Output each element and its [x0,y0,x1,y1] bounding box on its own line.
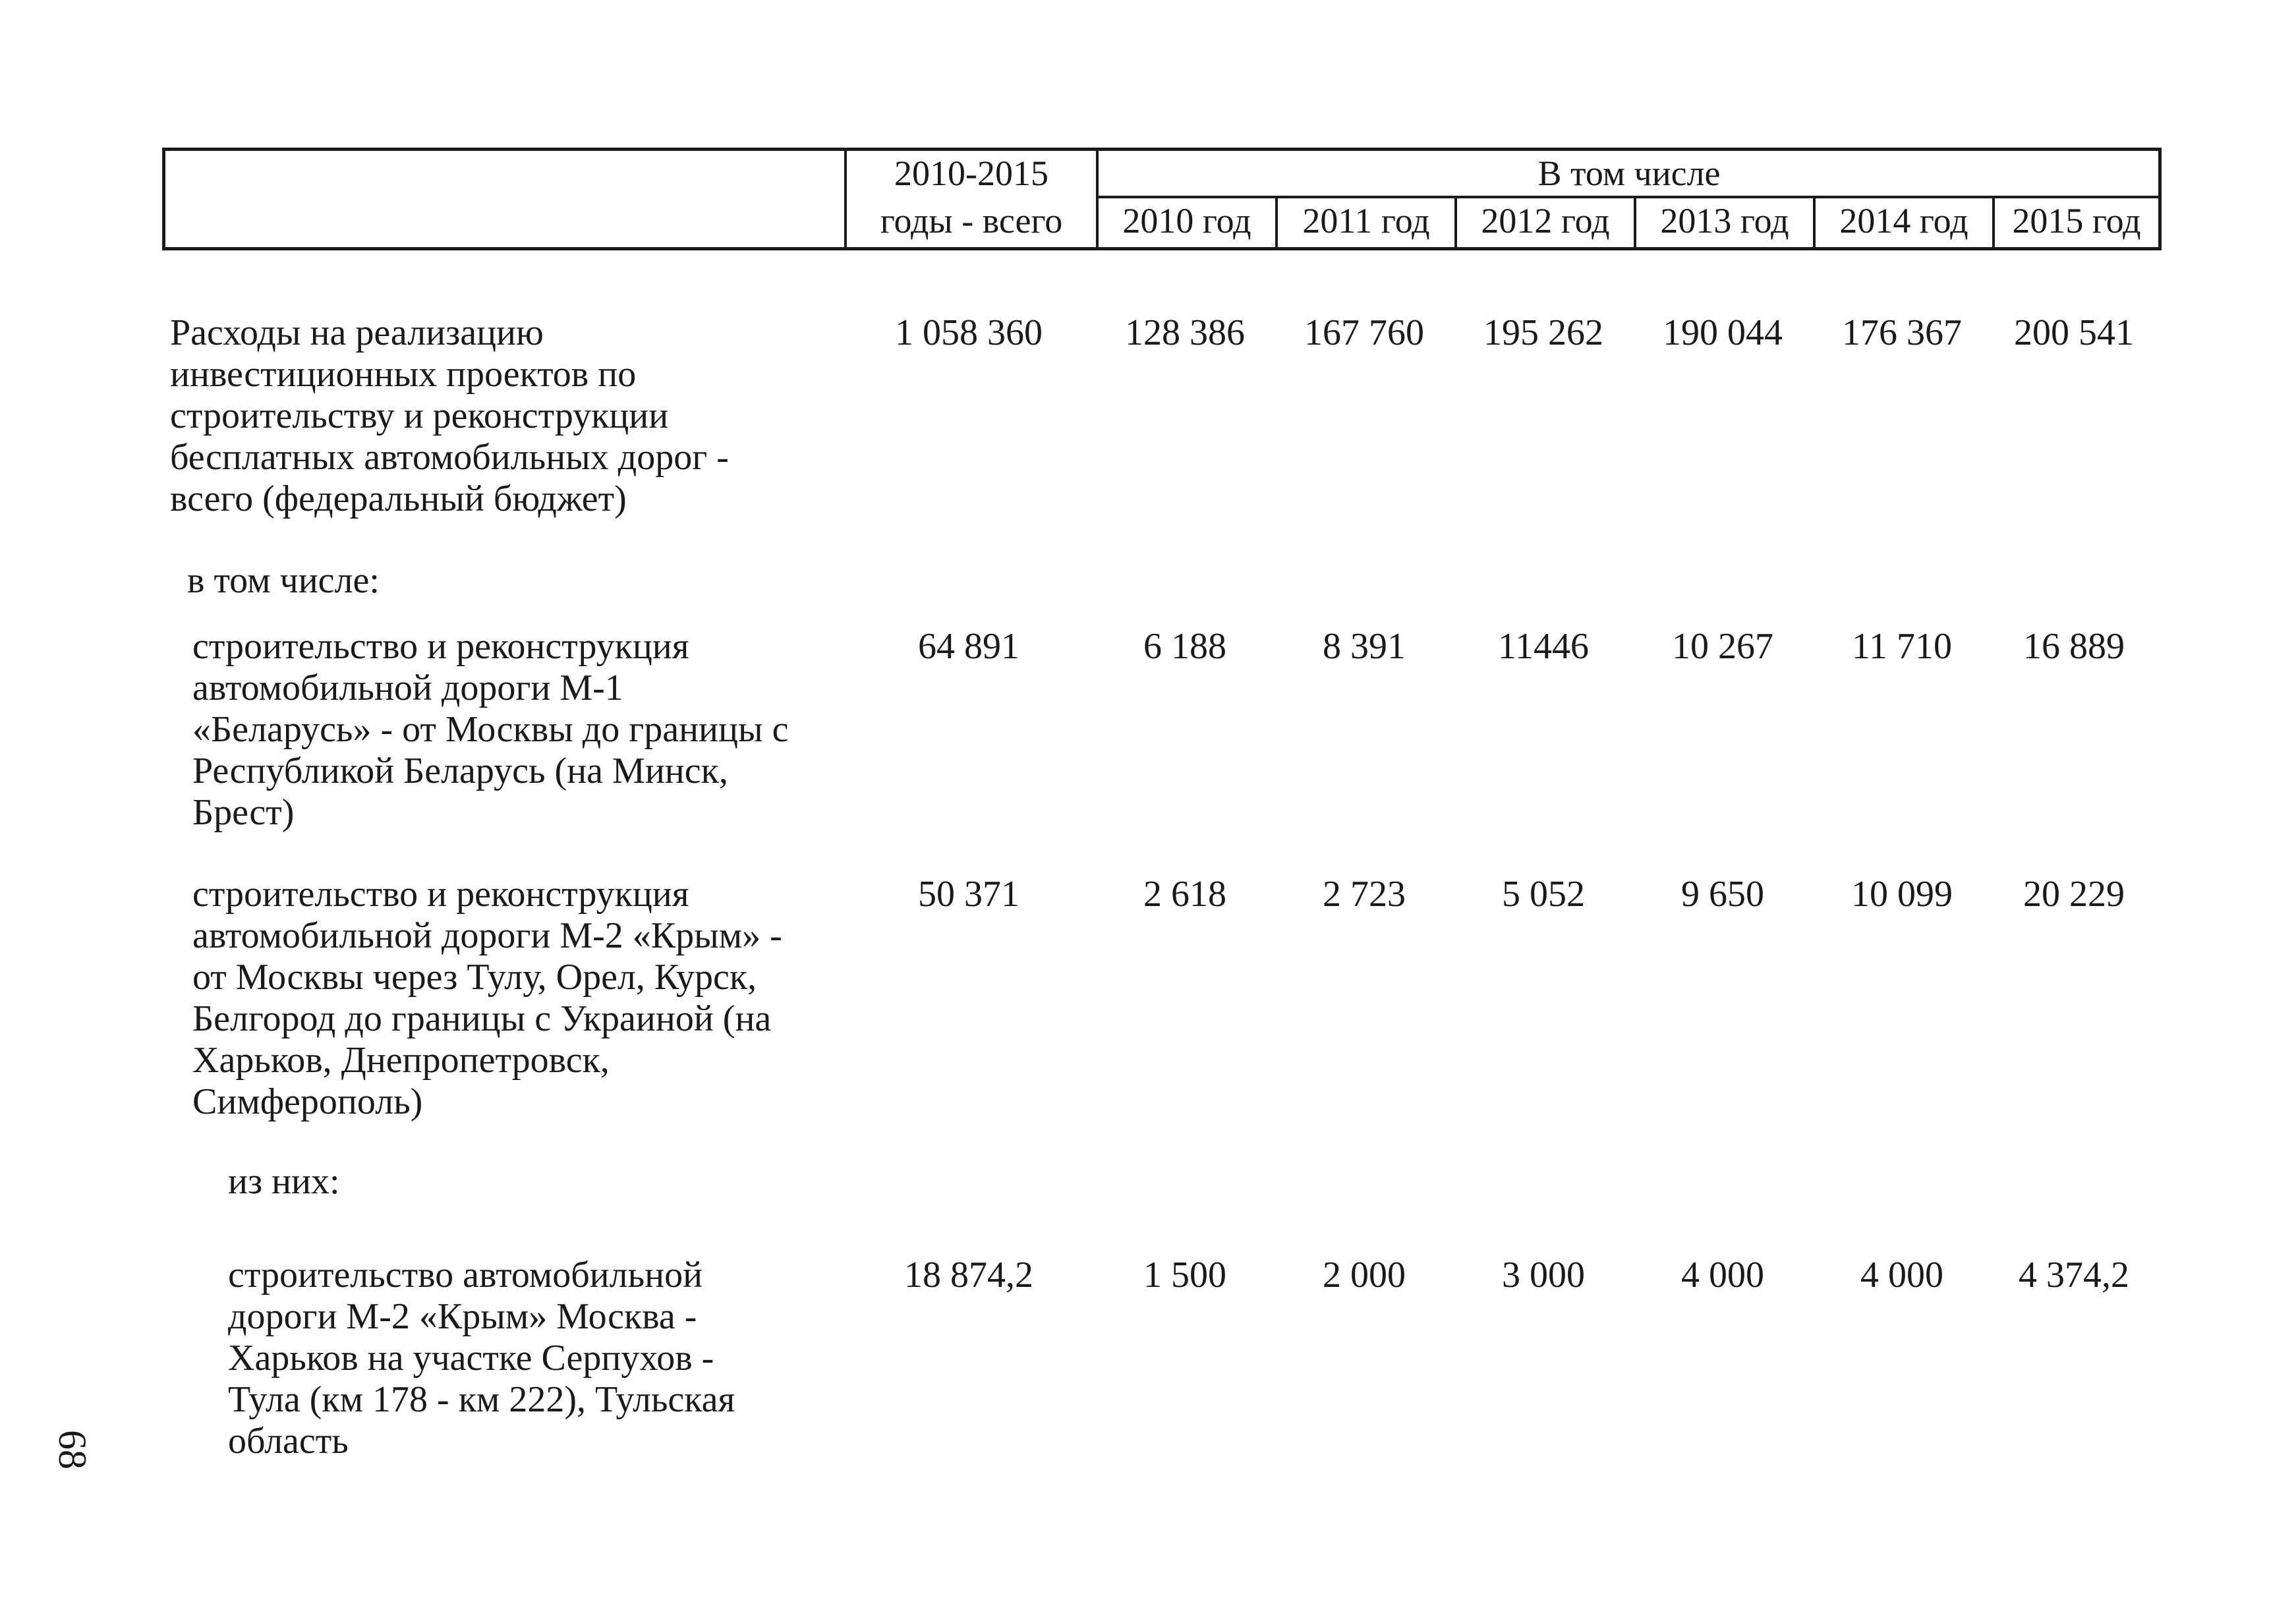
table-header [162,148,2162,250]
year-header: 2014 год [1839,201,1968,241]
value-2013: 4 000 [1681,1255,1764,1295]
value-2010: 6 188 [1143,626,1226,667]
value-2014: 10 099 [1851,874,1953,915]
group-divider [1096,196,2158,198]
value-2015: 4 374,2 [2019,1255,2129,1295]
row-label-m2: строительство и реконструкция автомобильной дороги М-2 «Крым» - от Москвы через Тулу, Орел, Курск, Белгород до границы с Украиной (на Харьков, Днепропетровск, Симферополь) [192,874,782,1122]
value-2013: 190 044 [1663,312,1783,353]
value-2011: 167 760 [1304,312,1424,353]
value-2013: 9 650 [1681,874,1764,915]
value-2015: 20 229 [2023,874,2125,915]
value-2010: 1 500 [1143,1255,1226,1295]
subheading-of-which: из них: [228,1161,340,1202]
value-2012: 3 000 [1502,1255,1585,1295]
value-2015: 200 541 [2014,312,2134,353]
value-2014: 11 710 [1852,626,1952,667]
value-total: 50 371 [918,874,1019,915]
value-2011: 2 000 [1323,1255,1406,1295]
total-header-line2: годы - всего [880,201,1063,241]
value-2012: 11446 [1498,626,1589,667]
value-2015: 16 889 [2023,626,2125,667]
value-2012: 195 262 [1483,312,1603,353]
year-header: 2011 год [1302,201,1430,241]
value-2013: 10 267 [1672,626,1773,667]
value-2014: 176 367 [1842,312,1962,353]
row-label-m1: строительство и реконструкция автомобильной дороги М-1 «Беларусь» - от Москвы до границы с Республикой Беларусь (на Минск, Брест) [192,626,789,833]
value-2012: 5 052 [1502,874,1585,915]
year-header: 2015 год [2012,201,2141,241]
value-2010: 2 618 [1143,874,1226,915]
row-label-serpukhov-tula: строительство автомобильной дороги М-2 «Крым» Москва - Харьков на участке Серпухов - Тула (км 178 - км 222), Тульская область [228,1255,735,1462]
page-number: 68 [51,1430,94,1469]
value-2011: 2 723 [1323,874,1406,915]
value-2010: 128 386 [1125,312,1245,353]
total-header-line1: 2010-2015 [894,154,1048,193]
value-2014: 4 000 [1860,1255,1943,1295]
value-total: 1 058 360 [895,312,1043,353]
year-header: 2012 год [1481,201,1610,241]
value-total: 18 874,2 [904,1255,1033,1295]
subheading-including: в том числе: [187,560,380,601]
row-label-total: Расходы на реализацию инвестиционных проектов по строительству и реконструкции бесплатных автомобильных дорог - всего (федеральный бюджет) [170,312,729,519]
year-header: 2010 год [1122,201,1251,241]
year-header: 2013 год [1660,201,1789,241]
value-total: 64 891 [918,626,1019,667]
value-2011: 8 391 [1323,626,1406,667]
group-header: В том числе [1537,154,1721,193]
